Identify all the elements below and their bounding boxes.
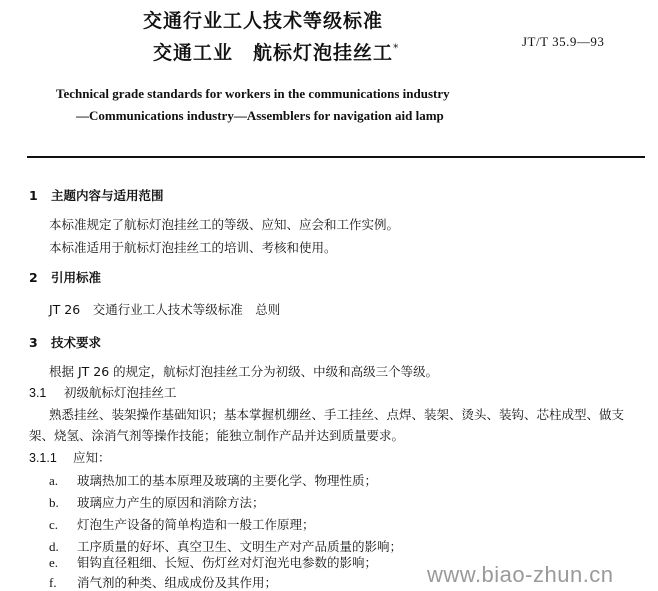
subsection-3-1-text-line1: 熟悉挂丝、装架操作基础知识；基本掌握机绷丝、手工挂丝、点焊、装架、烫头、装钩、芯柱成型、做支 bbox=[49, 407, 625, 422]
section-1-paragraph-1: 本标准规定了航标灯泡挂丝工的等级、应知、应会和工作实例。 bbox=[49, 217, 400, 232]
section-3-intro: 根据 JT 26 的规定，航标灯泡挂丝工分为初级、中级和高级三个等级。 bbox=[49, 364, 439, 379]
header-divider bbox=[27, 156, 645, 158]
list-item-letter: d. bbox=[49, 539, 59, 554]
section-2-heading bbox=[29, 268, 101, 286]
list-item-text: 工序质量的好坏、真空卫生、文明生产对产品质量的影响； bbox=[77, 539, 403, 554]
section-1-paragraph-2: 本标准适用于航标灯泡挂丝工的培训、考核和使用。 bbox=[49, 240, 337, 255]
list-item-text: 钼钩直径粗细、长短、伤灯丝对灯泡光电参数的影响； bbox=[77, 555, 378, 570]
list-item bbox=[49, 515, 315, 533]
list-item-letter: b. bbox=[49, 495, 59, 510]
section-2-title: 引用标准 bbox=[51, 270, 102, 285]
list-item bbox=[49, 471, 377, 489]
section-1-title: 主题内容与适用范围 bbox=[51, 188, 164, 203]
subsection-3-1-text-line2: 架、烧氢、涂消气剂等操作技能；能独立制作产品并达到质量要求。 bbox=[29, 428, 405, 443]
title-english-line1: Technical grade standards for workers in the communications industry bbox=[56, 86, 450, 101]
section-1-number: 1 bbox=[29, 188, 38, 203]
list-item-letter: e. bbox=[49, 555, 59, 570]
subsection-3-1-1-number: 3.1.1 bbox=[29, 451, 57, 465]
list-item bbox=[49, 493, 265, 511]
section-1-heading bbox=[29, 186, 164, 204]
section-3-number: 3 bbox=[29, 335, 38, 350]
title-chinese-line2 bbox=[153, 38, 400, 65]
subsection-3-1-number: 3.1 bbox=[29, 386, 47, 400]
list-item-text: 玻璃热加工的基本原理及玻璃的主要化学、物理性质； bbox=[77, 473, 378, 488]
list-item bbox=[49, 573, 277, 591]
subsection-3-1-heading bbox=[29, 383, 177, 401]
list-item-text: 消气剂的种类、组成成份及其作用； bbox=[77, 575, 278, 590]
section-3-title: 技术要求 bbox=[51, 335, 102, 350]
list-item-letter: a. bbox=[49, 473, 59, 488]
subsection-3-1-title: 初级航标灯泡挂丝工 bbox=[64, 385, 177, 400]
title-footnote-mark: * bbox=[393, 41, 400, 55]
list-item-letter: f. bbox=[49, 575, 57, 590]
subsection-3-1-1-heading bbox=[29, 448, 111, 466]
title-chinese-line2-text: 交通工业 航标灯泡挂丝工 bbox=[153, 42, 394, 64]
section-2-reference: JT 26 交通行业工人技术等级标准 总则 bbox=[49, 302, 281, 317]
title-english-line2: —Communications industry—Assemblers for navigation aid lamp bbox=[76, 108, 444, 123]
subsection-3-1-1-title: 应知： bbox=[73, 450, 111, 465]
list-item bbox=[49, 553, 377, 571]
list-item-letter: c. bbox=[49, 517, 59, 532]
title-chinese-line1: 交通行业工人技术等级标准 bbox=[143, 10, 384, 32]
document-code: JT/T 35.9—93 bbox=[522, 34, 605, 49]
list-item-text: 灯泡生产设备的简单构造和一般工作原理； bbox=[77, 517, 315, 532]
section-3-heading bbox=[29, 333, 101, 351]
section-2-number: 2 bbox=[29, 270, 38, 285]
watermark: www.biao-zhun.cn bbox=[427, 562, 614, 587]
list-item-text: 玻璃应力产生的原因和消除方法； bbox=[77, 495, 265, 510]
